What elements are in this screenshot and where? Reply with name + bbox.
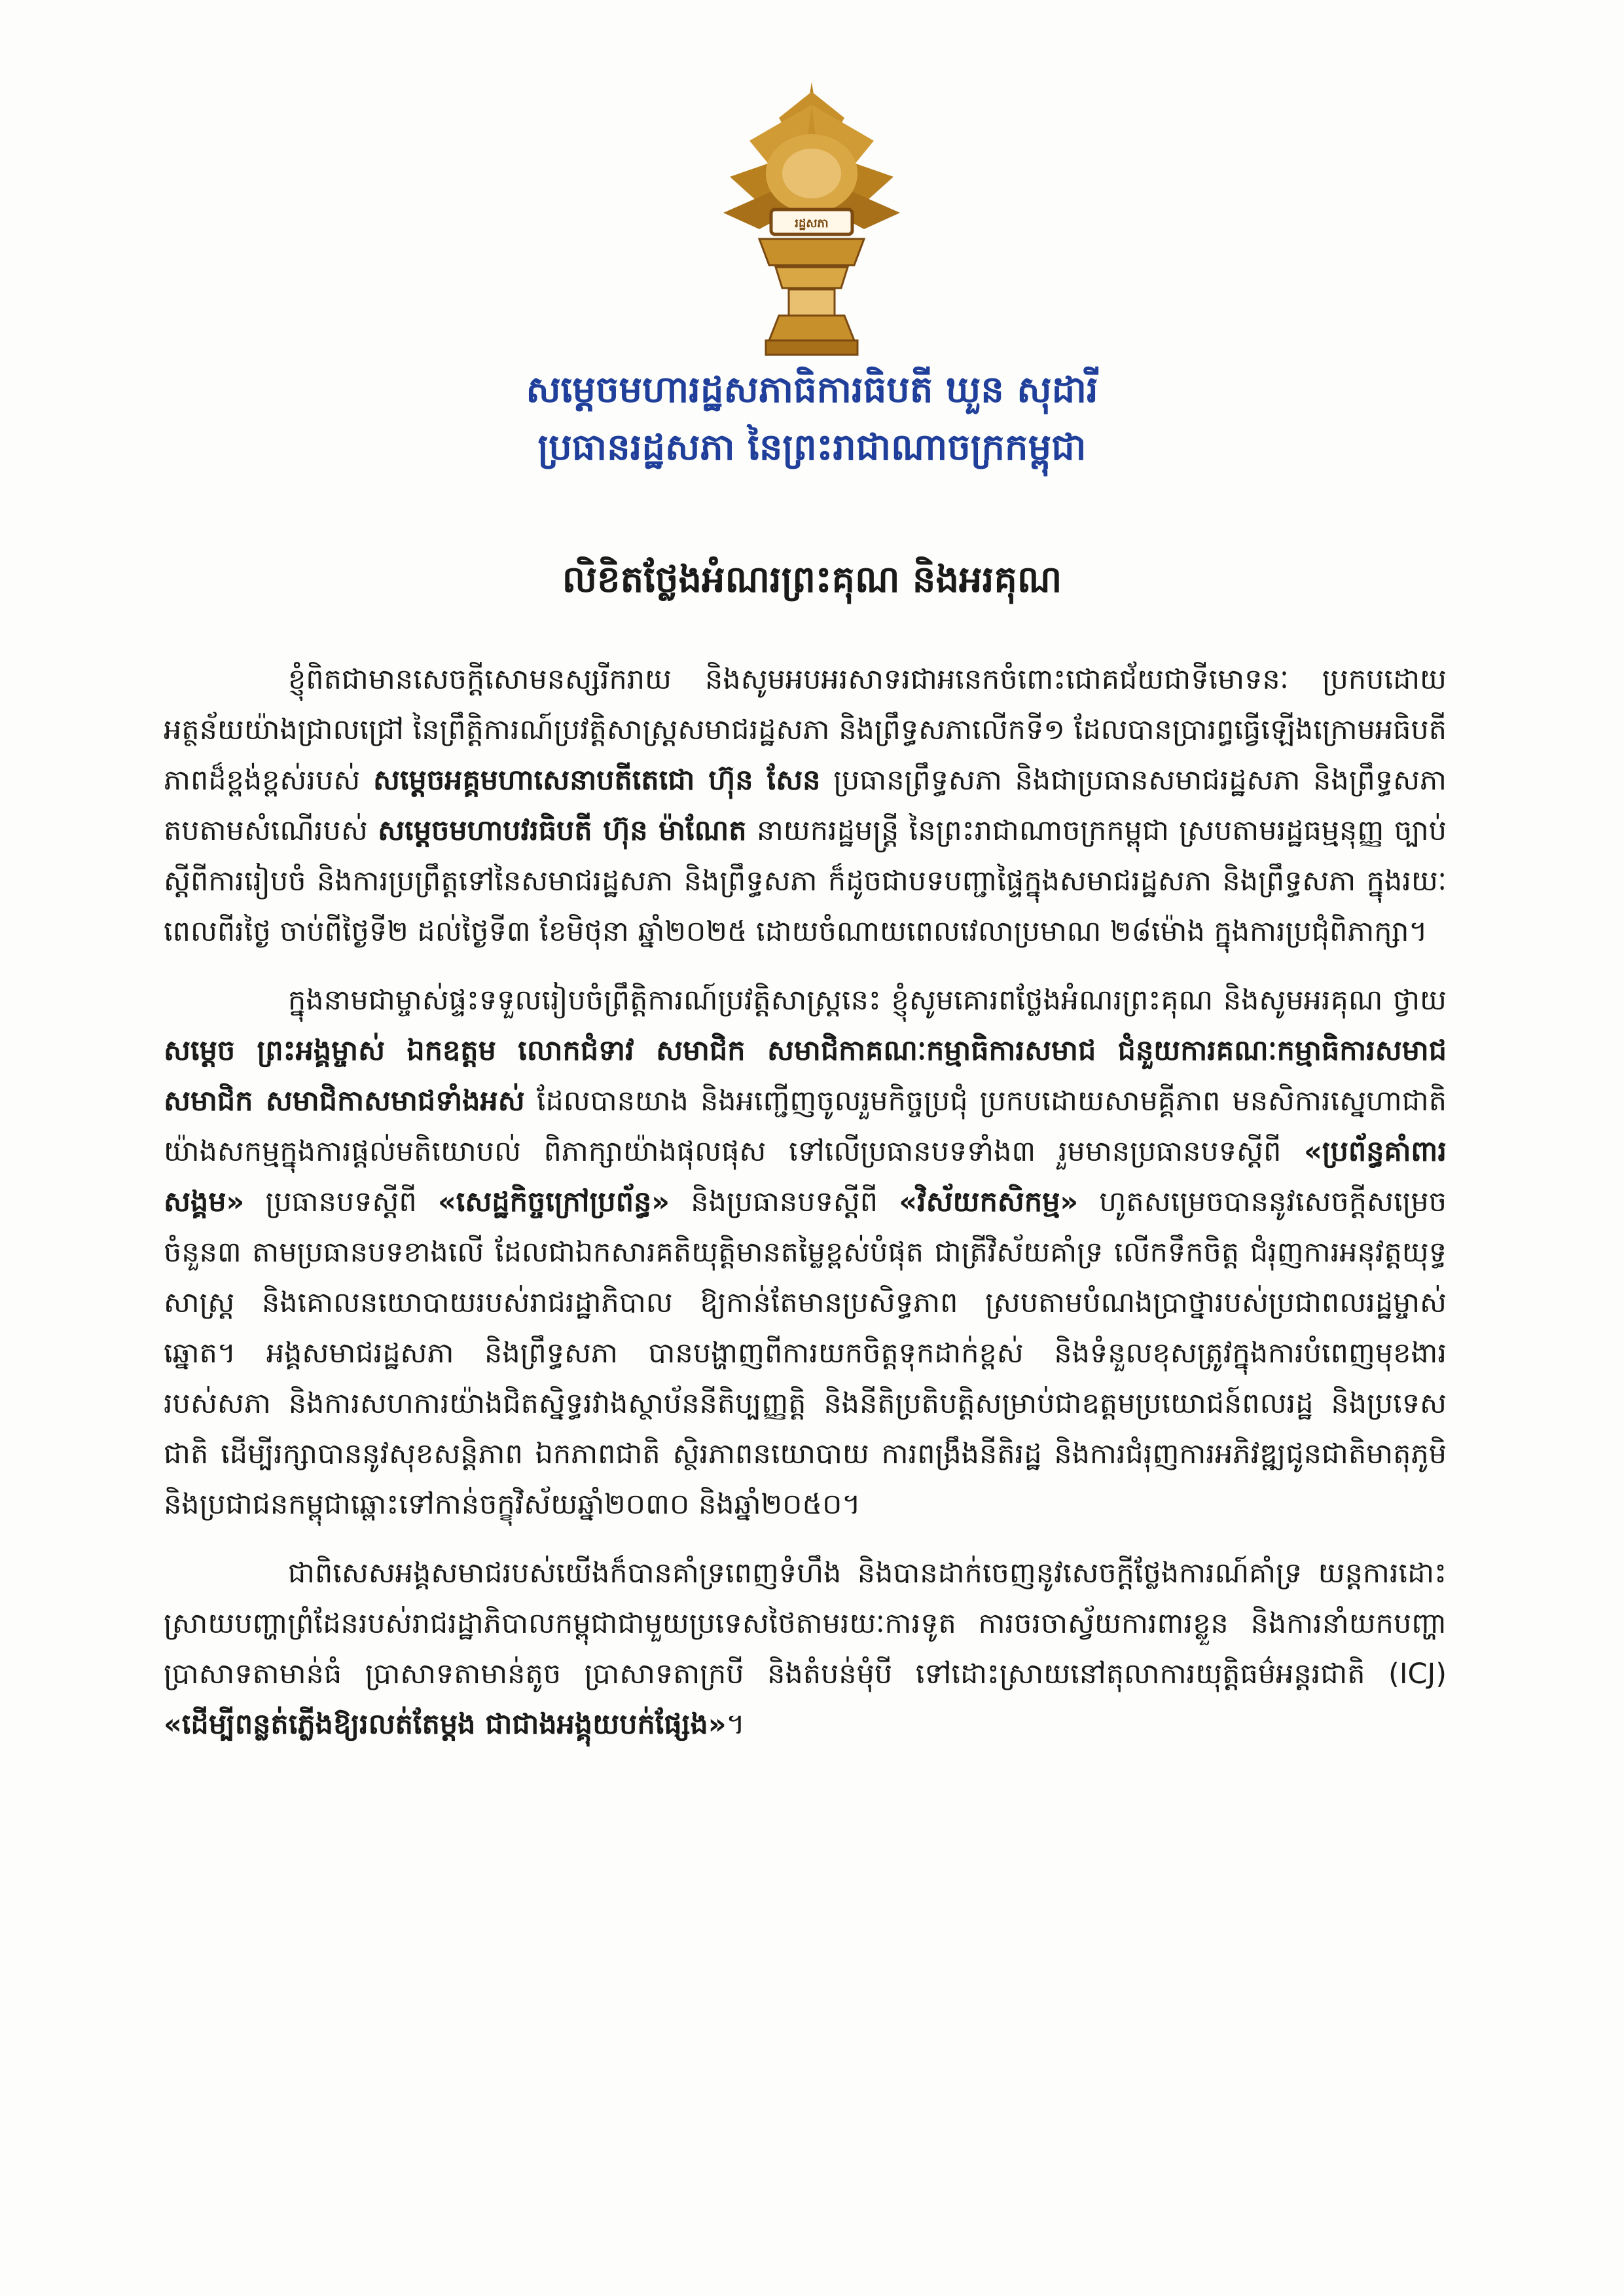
paragraph-emphasis: សម្តេច ព្រះអង្គម្ចាស់ ឯកឧត្តម លោកជំទាវ សមាជិក សមាជិកាគណៈកម្មាធិការសមាជ ជំនួយការគណៈកម្មាធិការសមាជ សមាជិក សមាជិកាសមាជទាំងអស់ — [164, 1034, 1447, 1118]
sender-position: ប្រធានរដ្ឋសភា នៃព្រះរាជាណាចក្រកម្ពុជា — [537, 426, 1087, 469]
paragraph-text: ជាពិសេសអង្គសមាជរបស់យើងក៏បានគាំទ្រពេញទំហឹង និងបានដាក់ចេញនូវសេចក្តីថ្លែងការណ៍គាំទ្រ យន្តការដោះស្រាយបញ្ហាព្រំដែនរបស់រាជរដ្ឋាភិបាលកម្ពុជាជាមួយប្រទេសថៃតាមរយៈការទូត ការចរចាស្វ័យការពារខ្លួន និងការនាំយកបញ្ហាប្រាសាទតាមាន់ធំ ប្រាសាទតាមាន់តូច ប្រាសាទតាក្របី និងតំបន់មុំបី ទៅដោះស្រាយនៅតុលាការយុត្តិធម៌អន្តរជាតិ (ICJ) — [164, 1557, 1447, 1690]
paragraph-text: ។ — [726, 1708, 745, 1741]
paragraph-emphasis: «ដើម្បីពន្លត់ភ្លើងឱ្យរលត់តែម្តង ជាជាងអង្គុយបក់ផ្សែង» — [164, 1708, 727, 1741]
paragraph-text: ដែលបានយាង និងអញ្ជើញចូលរួមកិច្ចប្រជុំ ប្រកបដោយសាមគ្គីភាព មនសិការស្នេហាជាតិ យ៉ាងសកម្មក្នុងការផ្តល់មតិយោបល់ ពិភាក្សាយ៉ាងផុលផុស ទៅលើប្រធានបទទាំង៣ រួមមានប្រធានបទស្តីពី — [164, 1085, 1447, 1168]
paragraph-emphasis: «សេដ្ឋកិច្ចក្រៅប្រព័ន្ធ» — [437, 1186, 670, 1218]
sender-name: សម្តេចមហារដ្ឋសភាធិការធិបតី ឃួន សុដារី — [526, 369, 1098, 411]
paragraph-text: និងប្រធានបទស្តីពី — [670, 1186, 899, 1218]
national-assembly-emblem — [713, 79, 910, 360]
paragraph-text: ហូតសម្រេចបាននូវសេចក្តីសម្រេចចំនួន៣ តាមប្រធានបទខាងលើ ដែលជាឯកសារគតិយុត្តិមានតម្លៃខ្ពស់បំផុត ជាត្រីវិស័យគាំទ្រ លើកទឹកចិត្ត ជំរុញការអនុវត្តយុទ្ធសាស្ត្រ និងគោលនយោបាយរបស់រាជរដ្ឋាភិបាល ឱ្យកាន់តែមានប្រសិទ្ធភាព ស្របតាមបំណងប្រាថ្នារបស់ប្រជាពលរដ្ឋម្ចាស់ឆ្នោត។ អង្គសមាជរដ្ឋសភា និងព្រឹទ្ធសភា បានបង្ហាញពីការយកចិត្តទុកដាក់ខ្ពស់ និងទំនួលខុសត្រូវក្នុងការបំពេញមុខងាររបស់សភា និងការសហការយ៉ាងជិតស្និទ្ធរវាងស្ថាប័ននីតិប្បញ្ញត្តិ និងនីតិប្រតិបត្តិសម្រាប់ជាឧត្តមប្រយោជន៍ពលរដ្ឋ និងប្រទេសជាតិ ដើម្បីរក្សាបាននូវសុខសន្តិភាព ឯកភាពជាតិ ស្ថិរភាពនយោបាយ ការពង្រឹងនីតិរដ្ឋ និងការជំរុញការអភិវឌ្ឍជូនជាតិមាតុភូមិ និងប្រជាជនកម្ពុជាឆ្ពោះទៅកាន់ចក្ខុវិស័យឆ្នាំ២០៣០ និងឆ្នាំ២០៥០។ — [164, 1186, 1447, 1521]
emblem-pedestal — [759, 239, 864, 355]
paragraph-text: ប្រធានព្រឹទ្ធសភា និងជាប្រធានសមាជរដ្ឋសភា និងព្រឹទ្ធសភា តបតាមសំណើរបស់ — [164, 764, 1447, 847]
paragraph-2 — [164, 975, 1447, 1530]
paragraph-text: ខ្ញុំពិតជាមានសេចក្តីសោមនស្សរីករាយ និងសូមអបអរសាទរជាអនេកចំពោះជោគជ័យជាទីមោទនៈ ប្រកបដោយអត្ថន័យយ៉ាងជ្រាលជ្រៅ នៃព្រឹត្តិការណ៍ប្រវត្តិសាស្ត្រសមាជរដ្ឋសភា និងព្រឹទ្ធសភាលើកទី១ ដែលបានប្រារព្ធធ្វើឡើងក្រោមអធិបតីភាពដ៏ខ្ពង់ខ្ពស់របស់ — [164, 663, 1447, 797]
paragraph-text: នាយករដ្ឋមន្ត្រី នៃព្រះរាជាណាចក្រកម្ពុជា ស្របតាមរដ្ឋធម្មនុញ្ញ ច្បាប់ស្តីពីការរៀបចំ និងការប្រព្រឹត្តទៅនៃសមាជរដ្ឋសភា និងព្រឹទ្ធសភា ក៏ដូចជាបទបញ្ជាផ្ទៃក្នុងសមាជរដ្ឋសភា និងព្រឹទ្ធសភា ក្នុងរយៈពេលពីរថ្ងៃ ចាប់ពីថ្ងៃទី២ ដល់ថ្ងៃទី៣ ខែមិថុនា ឆ្នាំ២០២៥ ដោយចំណាយពេលវេលាប្រមាណ ២៨ម៉ោង ក្នុងការប្រជុំពិភាក្សា។ — [164, 814, 1447, 948]
paragraph-3 — [164, 1548, 1447, 1750]
emblem-label: រដ្ឋសភា — [795, 217, 829, 230]
paragraph-emphasis: «វិស័យកសិកម្ម» — [899, 1186, 1079, 1218]
emblem-rays — [723, 82, 900, 229]
document-title: លិខិតថ្លែងអំណរព្រះគុណ និងអរគុណ — [562, 558, 1062, 601]
paragraph-1 — [164, 655, 1447, 957]
letter-body — [164, 655, 1447, 1768]
paragraph-emphasis: សម្តេចអគ្គមហាសេនាបតីតេជោ ហ៊ុន សែន — [372, 764, 821, 797]
paragraph-text: ប្រធានបទស្តីពី — [244, 1186, 438, 1218]
paragraph-emphasis: «ប្រព័ន្ធគាំពារសង្គម» — [164, 1135, 1447, 1218]
paragraph-text: ក្នុងនាមជាម្ចាស់ផ្ទះទទួលរៀបចំព្រឹត្តិការណ៍ប្រវត្តិសាស្ត្រនេះ ខ្ញុំសូមគោរពថ្លែងអំណរព្រះគុណ និងសូមអរគុណ ថ្វាយ — [288, 984, 1447, 1017]
paragraph-emphasis: សម្តេចមហាបវរធិបតី ហ៊ុន ម៉ាណែត — [378, 814, 747, 847]
